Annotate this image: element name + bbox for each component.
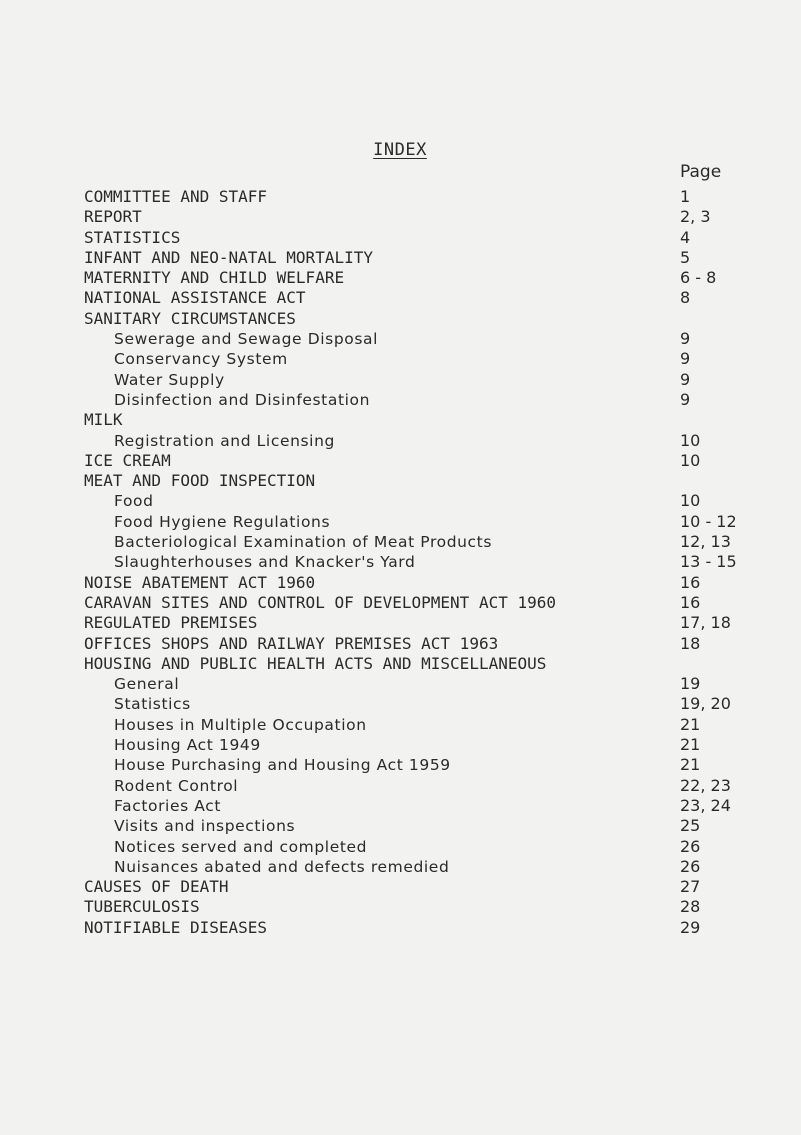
- entry-page-number: 17, 18: [680, 613, 731, 633]
- entry-page-number: [680, 654, 764, 674]
- entry-page-number: 25: [680, 816, 701, 836]
- index-subentry: [84, 552, 764, 572]
- index-entry: [84, 573, 764, 593]
- entry-label: House Purchasing and Housing Act 1959: [114, 756, 451, 775]
- entry-label: Water Supply: [114, 370, 225, 389]
- index-entry: [84, 654, 764, 674]
- entry-label: REGULATED PREMISES: [84, 613, 258, 633]
- entry-page-number: 21: [680, 714, 701, 734]
- index-entry: [84, 228, 764, 248]
- entry-label: Housing Act 1949: [114, 736, 261, 755]
- entry-page-number: 2, 3: [680, 207, 711, 227]
- entry-page-number: 21: [680, 735, 701, 755]
- entry-label: Visits and inspections: [114, 817, 296, 836]
- entry-label: CARAVAN SITES AND CONTROL OF DEVELOPMENT ACT 1960: [84, 592, 557, 612]
- entry-label: Houses in Multiple Occupation: [114, 715, 367, 734]
- index-subentry: [84, 776, 764, 796]
- index-subentry: [84, 816, 764, 836]
- entry-page-number: 19: [680, 674, 701, 694]
- index-subentry: [84, 796, 764, 816]
- entry-label: Disinfection and Disinfestation: [114, 390, 371, 409]
- entry-label: Registration and Licensing: [114, 431, 335, 450]
- entry-page-number: 19, 20: [680, 694, 731, 714]
- entry-label: SANITARY CIRCUMSTANCES: [84, 308, 296, 328]
- entry-page-number: 9: [680, 369, 691, 389]
- entry-page-number: 1: [680, 187, 691, 206]
- entry-page-number: 16: [680, 592, 701, 612]
- entry-page-number: 26: [680, 836, 701, 856]
- entry-label: COMMITTEE AND STAFF: [84, 187, 268, 206]
- entry-page-number: 5: [680, 247, 691, 267]
- index-entry: [84, 877, 764, 897]
- entry-page-number: 12, 13: [680, 532, 731, 552]
- entry-label: INFANT AND NEO-NATAL MORTALITY: [84, 247, 373, 267]
- entry-page-number: 10: [680, 450, 701, 470]
- entry-page-number: 8: [680, 288, 691, 308]
- entry-page-number: 9: [680, 329, 691, 349]
- index-entry: [84, 187, 764, 207]
- entry-page-number: 9: [680, 349, 691, 369]
- entry-label: Notices served and completed: [114, 837, 368, 856]
- entry-label: HOUSING AND PUBLIC HEALTH ACTS AND MISCELLANEOUS: [84, 653, 547, 673]
- entry-label: Factories Act: [114, 796, 222, 815]
- entry-page-number: 27: [680, 877, 701, 897]
- index-subentry: [84, 370, 764, 390]
- entry-label: Rodent Control: [114, 776, 239, 795]
- index-subentry: [84, 755, 764, 775]
- index-entry: [84, 897, 764, 917]
- entry-label: Food Hygiene Regulations: [114, 512, 331, 531]
- index-entry: [84, 268, 764, 288]
- entry-label: NOISE ABATEMENT ACT 1960: [84, 572, 316, 592]
- index-entry: [84, 309, 764, 329]
- entry-label: NOTIFIABLE DISEASES: [84, 917, 268, 937]
- entry-label: Food: [114, 492, 154, 511]
- entry-label: REPORT: [84, 207, 142, 227]
- index-subentry: [84, 431, 764, 451]
- index-entry: [84, 288, 764, 308]
- entry-label: MILK: [84, 410, 123, 430]
- entry-label: Slaughterhouses and Knacker's Yard: [114, 553, 416, 572]
- entry-label: General: [114, 675, 180, 694]
- entry-label: Statistics: [114, 695, 191, 714]
- entry-label: NATIONAL ASSISTANCE ACT: [84, 288, 306, 308]
- entry-page-number: [680, 309, 764, 329]
- index-entry: [84, 471, 764, 491]
- index-subentry: [84, 532, 764, 552]
- index-subentry: [84, 857, 764, 877]
- index-subentry: [84, 674, 764, 694]
- index-title: INDEX: [373, 140, 427, 160]
- entry-label: Sewerage and Sewage Disposal: [114, 330, 379, 349]
- entry-page-number: 9: [680, 389, 691, 409]
- index-entry: [84, 410, 764, 430]
- entry-page-number: 26: [680, 856, 701, 876]
- entry-page-number: 6 - 8: [680, 268, 717, 288]
- entry-label: MATERNITY AND CHILD WELFARE: [84, 268, 345, 288]
- entry-label: ICE CREAM: [84, 450, 171, 470]
- index-entry: [84, 451, 764, 471]
- entry-page-number: 10: [680, 491, 701, 511]
- entry-page-number: 10 - 12: [680, 511, 737, 531]
- index-entry: [84, 248, 764, 268]
- entry-label: Nuisances abated and defects remedied: [114, 857, 450, 876]
- index-subentry: [84, 349, 764, 369]
- entry-label: TUBERCULOSIS: [84, 897, 200, 917]
- index-subentry: [84, 837, 764, 857]
- entry-label: Bacteriological Examination of Meat Products: [114, 533, 493, 552]
- page-column-header: Page: [680, 162, 722, 182]
- entry-page-number: 22, 23: [680, 775, 731, 795]
- index-entry: [84, 207, 764, 227]
- index-subentry: [84, 715, 764, 735]
- index-subentry: [84, 735, 764, 755]
- index-entry: [84, 593, 764, 613]
- index-subentry: [84, 512, 764, 532]
- entry-page-number: 13 - 15: [680, 552, 737, 572]
- index-subentry: [84, 390, 764, 410]
- entry-label: MEAT AND FOOD INSPECTION: [84, 471, 316, 491]
- index-entry: [84, 613, 764, 633]
- entry-page-number: 10: [680, 430, 701, 450]
- entry-page-number: 28: [680, 897, 701, 917]
- index-subentry: [84, 329, 764, 349]
- index-list: [84, 187, 764, 938]
- entry-label: CAUSES OF DEATH: [84, 877, 229, 897]
- entry-label: Conservancy System: [114, 350, 288, 369]
- entry-page-number: [680, 410, 764, 430]
- entry-page-number: 16: [680, 572, 701, 592]
- index-entry: [84, 634, 764, 654]
- entry-page-number: 21: [680, 755, 701, 775]
- entry-page-number: 18: [680, 633, 701, 653]
- entry-label: STATISTICS: [84, 227, 181, 247]
- entry-page-number: 23, 24: [680, 795, 731, 815]
- index-entry: [84, 918, 764, 938]
- index-subentry: [84, 694, 764, 714]
- entry-page-number: 4: [680, 227, 691, 247]
- entry-page-number: [680, 471, 764, 491]
- index-subentry: [84, 491, 764, 511]
- entry-label: OFFICES SHOPS AND RAILWAY PREMISES ACT 1963: [84, 633, 499, 653]
- entry-page-number: 29: [680, 917, 701, 937]
